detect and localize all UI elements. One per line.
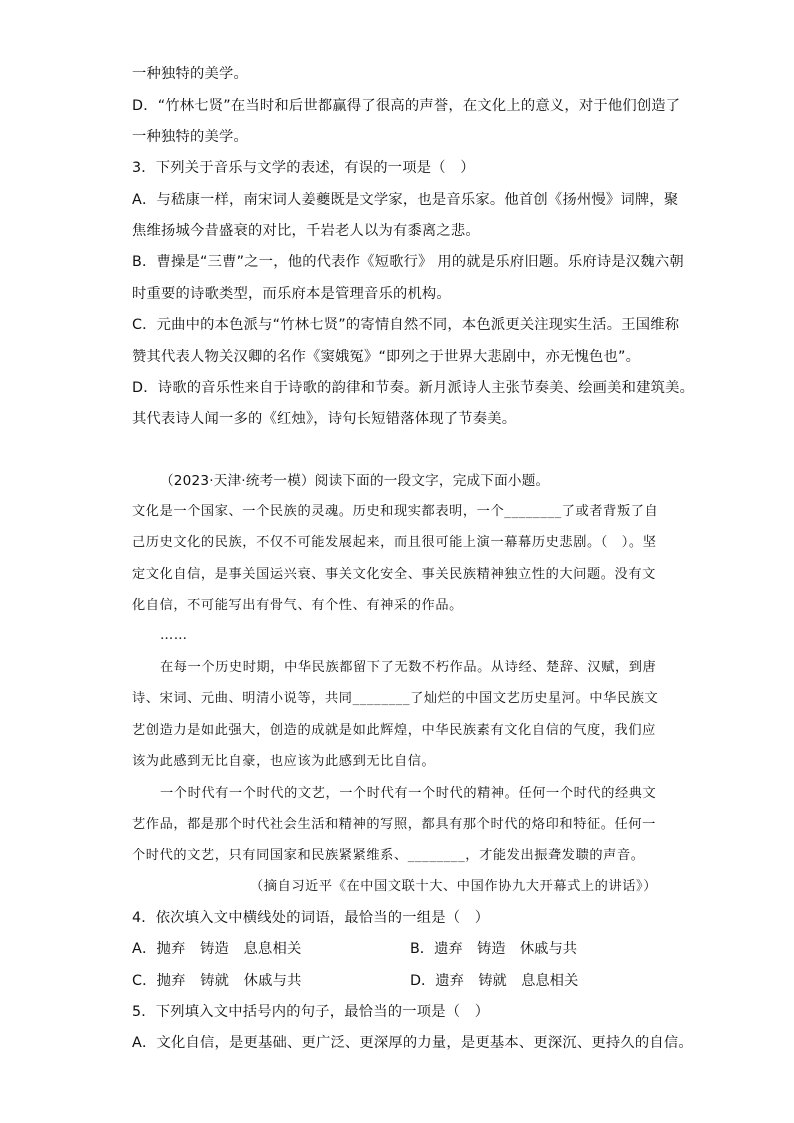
question-4-stem: 4．依次填入文中横线处的词语，最恰当的一组是（ ） [132,910,490,926]
q4-option-a: A．抛弃 铸造 息息相关 [132,941,302,957]
passage-line: 诗、宋词、元曲、明清小说等，共同________了灿烂的中国文艺历史星河。中华民族文 [132,691,659,706]
q4-option-d: D．遗弃 铸就 息息相关 [410,973,579,989]
q3-option-d: D．诗歌的音乐性来自于诗歌的韵律和节奏。新月派诗人主张节奏美、绘画美和建筑美。 [132,380,695,396]
passage-line: 文化是一个国家、一个民族的灵魂。历史和现实都表明，一个________了或者背叛了自 [132,504,659,519]
option-d-cont: 一种独特的美学。 [132,129,248,145]
passage-source: （摘自习近平《在中国文联十大、中国作协九大开幕式上的讲话》） [250,879,658,894]
q4-option-c: C．抛弃 铸就 休戚与共 [132,973,302,989]
passage-line: 己历史文化的民族，不仅不可能发展起来，而且很可能上演一幕幕历史悲剧。（ ）。坚 [132,535,657,550]
q3-option-a-cont: 焦维扬城今昔盛衰的对比，千岩老人以为有黍离之悲。 [132,223,480,239]
q5-option-a: A．文化自信，是更基础、更广泛、更深厚的力量，是更基本、更深沉、更持久的自信。 [132,1035,693,1051]
passage-ellipsis: …… [160,628,188,643]
text-line: 一种独特的美学。 [132,66,248,82]
q3-option-d-cont: 其代表诗人闻一多的《红烛》，诗句长短错落体现了节奏美。 [132,411,517,427]
q3-option-c: C．元曲中的本色派与“竹林七贤”的寄情自然不同，本色派更关注现实生活。王国维称 [132,317,680,333]
q3-option-b: B．曹操是“三曹”之一，他的代表作《短歌行》 用的就是乐府旧题。乐府诗是汉魏六朝 [132,254,684,270]
passage-line: 在每一个历史时期，中华民族都留下了无数不朽作品。从诗经、楚辞、汉赋，到唐 [160,660,657,675]
q3-option-c-cont: 赞其代表人物关汉卿的名作《窦娥冤》“即列之于世界大悲剧中，亦无愧色也”。 [132,349,641,365]
question-3-stem: 3．下列关于音乐与文学的表述，有误的一项是（ ） [132,160,475,176]
q4-option-b: B．遗弃 铸造 休戚与共 [410,941,578,957]
passage-line: 个时代的文艺，只有同国家和民族紧紧维系、________，才能发出振聋发聩的声音。 [132,848,645,863]
passage-line: 艺作品，都是那个时代社会生活和精神的写照，都具有那个时代的烙印和特征。任何一 [132,817,656,832]
passage-line: 一个时代有一个时代的文艺，一个时代有一个时代的精神。任何一个时代的经典文 [160,786,657,801]
question-5-stem: 5．下列填入文中括号内的句子，最恰当的一项是（ ） [132,1004,490,1020]
q3-option-a: A．与嵇康一样，南宋词人姜夔既是文学家，也是音乐家。他首创《扬州慢》词牌，聚 [132,192,679,208]
passage-line: 艺创造力是如此强大，创造的成就是如此辉煌，中华民族素有文化自信的气度，我们应 [132,723,656,738]
passage-intro: （2023·天津·统考一模）阅读下面的一段文字，完成下面小题。 [160,473,550,489]
passage-line: 该为此感到无比自豪，也应该为此感到无比自信。 [132,754,436,769]
option-d: D．“竹林七贤”在当时和后世都赢得了很高的声誉，在文化上的意义，对于他们创造了 [132,98,681,114]
passage-line: 定文化自信，是事关国运兴衰、事关文化安全、事关民族精神独立性的大问题。没有文 [132,567,656,582]
q3-option-b-cont: 时重要的诗歌类型，而乐府本是管理音乐的机构。 [132,286,451,302]
passage-line: 化自信，不可能写出有骨气、有个性、有神采的作品。 [132,598,463,613]
